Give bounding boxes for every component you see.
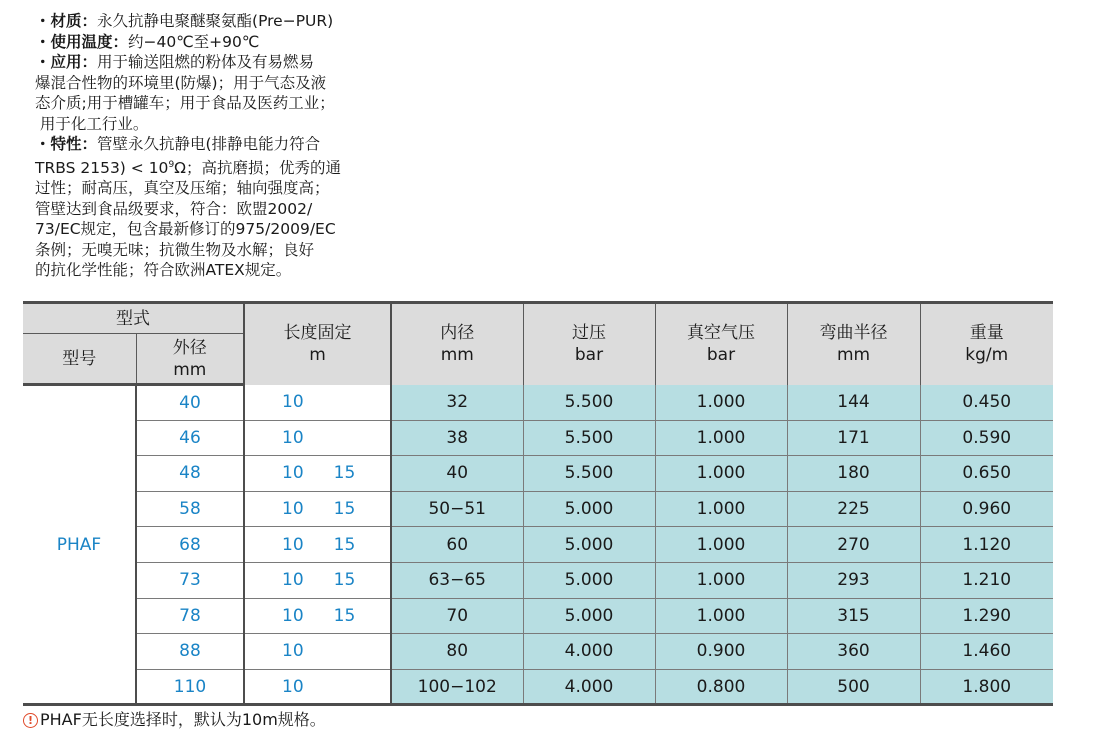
length-cell	[244, 527, 391, 563]
bend-radius-cell: 225	[787, 491, 920, 527]
temperature-line	[35, 32, 395, 53]
features-text: Ω；高抗磨损；优秀的通	[174, 158, 342, 177]
bend-radius-cell: 500	[787, 669, 920, 705]
inner-diameter-unit: mm	[440, 345, 474, 366]
length-option-2: 15	[333, 534, 356, 555]
material-line	[35, 11, 395, 32]
model-cell: PHAF	[23, 385, 136, 705]
bend-radius-header	[787, 303, 920, 385]
length-option-2: 15	[333, 499, 356, 520]
footnote	[23, 710, 326, 730]
inner-diameter-cell: 60	[391, 527, 523, 563]
length-option-1: 10	[282, 427, 304, 448]
outer-diameter-cell: 88	[136, 634, 244, 670]
model-header: 型号	[23, 334, 136, 385]
product-description	[35, 11, 395, 281]
length-cell	[244, 669, 391, 705]
inner-diameter-cell: 63−65	[391, 562, 523, 598]
outer-diameter-header	[136, 334, 244, 385]
features-line: 的抗化学性能；符合欧洲ATEX规定。	[35, 261, 292, 280]
length-option-1: 10	[282, 499, 304, 520]
weight-cell: 0.960	[920, 491, 1053, 527]
features-line	[35, 134, 395, 155]
inner-diameter-cell: 38	[391, 420, 523, 456]
vacuum-cell: 1.000	[655, 562, 787, 598]
vacuum-cell: 1.000	[655, 420, 787, 456]
outer-diameter-cell: 48	[136, 456, 244, 492]
features-text: 管壁永久抗静电(排静电能力符合	[97, 135, 321, 153]
temperature-label: ・使用温度：	[35, 32, 129, 51]
length-cell	[244, 491, 391, 527]
vacuum-label: 真空气压	[687, 323, 755, 344]
overpressure-cell: 5.000	[523, 598, 655, 634]
outer-diameter-unit: mm	[173, 359, 207, 380]
table-body	[23, 385, 1053, 705]
length-cell	[244, 456, 391, 492]
bend-radius-cell: 360	[787, 634, 920, 670]
overpressure-label: 过压	[572, 323, 606, 344]
weight-cell: 0.650	[920, 456, 1053, 492]
length-option-2: 15	[333, 570, 356, 591]
table-row	[23, 420, 1053, 456]
length-option-1: 10	[282, 392, 304, 413]
overpressure-cell: 5.000	[523, 562, 655, 598]
bend-radius-cell: 270	[787, 527, 920, 563]
length-header-unit: m	[309, 345, 326, 366]
outer-diameter-cell: 73	[136, 562, 244, 598]
features-standard: TRBS 2153) < 10	[35, 158, 169, 177]
table-row	[23, 598, 1053, 634]
length-option-2: 15	[333, 605, 356, 626]
overpressure-cell: 4.000	[523, 669, 655, 705]
bend-radius-cell: 315	[787, 598, 920, 634]
exclamation-circle-icon: !	[23, 713, 38, 728]
overpressure-cell: 5.500	[523, 456, 655, 492]
features-label: ・特性：	[35, 135, 98, 153]
bend-radius-cell: 180	[787, 456, 920, 492]
length-cell	[244, 420, 391, 456]
application-line: 爆混合性物的环境里(防爆)；用于气态及液	[35, 73, 327, 92]
features-line: 过性；耐高压，真空及压缩；轴向强度高；	[35, 179, 330, 198]
inner-diameter-cell: 40	[391, 456, 523, 492]
temperature-text: 约−40℃至+90℃	[128, 32, 260, 51]
overpressure-cell: 5.000	[523, 527, 655, 563]
length-option-2: 15	[333, 463, 356, 484]
vacuum-cell: 0.900	[655, 634, 787, 670]
table-row	[23, 385, 1053, 421]
bend-radius-unit: mm	[836, 345, 871, 366]
weight-cell: 1.460	[920, 634, 1053, 670]
table-header	[23, 303, 1053, 385]
length-cell	[244, 634, 391, 670]
spec-table	[23, 301, 1053, 706]
overpressure-unit: bar	[574, 345, 604, 366]
inner-diameter-cell: 50−51	[391, 491, 523, 527]
overpressure-cell: 4.000	[523, 634, 655, 670]
table-row	[23, 527, 1053, 563]
bend-radius-cell: 171	[787, 420, 920, 456]
application-line: 态介质;用于槽罐车；用于食品及医药工业；	[35, 94, 335, 112]
inner-diameter-label: 内径	[440, 323, 475, 344]
vacuum-cell: 1.000	[655, 385, 787, 421]
vacuum-header	[655, 303, 787, 385]
outer-diameter-cell: 40	[136, 385, 244, 421]
length-cell	[244, 385, 391, 421]
overpressure-cell: 5.500	[523, 385, 655, 421]
application-line: 用于化工行业。	[35, 114, 149, 133]
weight-label: 重量	[969, 323, 1004, 344]
vacuum-cell: 1.000	[655, 491, 787, 527]
length-option-1: 10	[282, 605, 304, 626]
inner-diameter-cell: 32	[391, 385, 523, 421]
material-text: 永久抗静电聚醚聚氨酯(Pre−PUR)	[97, 12, 334, 30]
weight-cell: 0.450	[920, 385, 1053, 421]
inner-diameter-cell: 70	[391, 598, 523, 634]
weight-cell: 1.290	[920, 598, 1053, 634]
weight-cell: 0.590	[920, 420, 1053, 456]
table-row	[23, 491, 1053, 527]
length-cell	[244, 562, 391, 598]
length-option-1: 10	[282, 641, 304, 662]
length-header-label: 长度固定	[283, 323, 352, 344]
inner-diameter-cell: 80	[391, 634, 523, 670]
outer-diameter-cell: 78	[136, 598, 244, 634]
outer-diameter-cell: 68	[136, 527, 244, 563]
overpressure-cell: 5.500	[523, 420, 655, 456]
features-line: 73/EC规定，包含最新修订的975/2009/EC	[35, 220, 336, 239]
length-option-1: 10	[282, 676, 304, 697]
vacuum-cell: 1.000	[655, 456, 787, 492]
table-row	[23, 634, 1053, 670]
length-option-1: 10	[282, 534, 304, 555]
footnote-text: PHAF无长度选择时，默认为10m规格。	[40, 710, 326, 729]
length-cell	[244, 598, 391, 634]
vacuum-unit: bar	[706, 345, 736, 366]
outer-diameter-cell: 110	[136, 669, 244, 705]
material-label: ・材质：	[35, 12, 98, 30]
table-row	[23, 456, 1053, 492]
vacuum-cell: 1.000	[655, 527, 787, 563]
application-line	[35, 52, 395, 73]
overpressure-cell: 5.000	[523, 491, 655, 527]
vacuum-cell: 1.000	[655, 598, 787, 634]
outer-diameter-cell: 46	[136, 420, 244, 456]
weight-cell: 1.210	[920, 562, 1053, 598]
outer-diameter-cell: 58	[136, 491, 244, 527]
outer-diameter-label: 外径	[172, 337, 207, 358]
weight-header	[920, 303, 1053, 385]
features-line: 管壁达到食品级要求，符合：欧盟2002/	[35, 199, 313, 218]
application-label: ・应用：	[35, 53, 98, 71]
table-row	[23, 562, 1053, 598]
weight-unit: kg/m	[965, 345, 1009, 366]
bend-radius-label: 弯曲半径	[819, 323, 888, 344]
inner-diameter-header	[391, 303, 523, 385]
weight-cell: 1.120	[920, 527, 1053, 563]
type-group-header: 型式	[23, 303, 244, 334]
weight-cell: 1.800	[920, 669, 1053, 705]
table-row	[23, 669, 1053, 705]
length-option-1: 10	[282, 463, 304, 484]
bend-radius-cell: 144	[787, 385, 920, 421]
features-line: 条例；无嗅无味；抗微生物及水解；良好	[35, 240, 315, 259]
inner-diameter-cell: 100−102	[391, 669, 523, 705]
application-text: 用于输送阻燃的粉体及有易燃易	[97, 53, 315, 71]
features-line	[35, 155, 395, 179]
features-exponent: 9	[168, 159, 175, 170]
bend-radius-cell: 293	[787, 562, 920, 598]
overpressure-header	[523, 303, 655, 385]
vacuum-cell: 0.800	[655, 669, 787, 705]
length-option-1: 10	[282, 570, 304, 591]
length-header	[244, 303, 391, 385]
